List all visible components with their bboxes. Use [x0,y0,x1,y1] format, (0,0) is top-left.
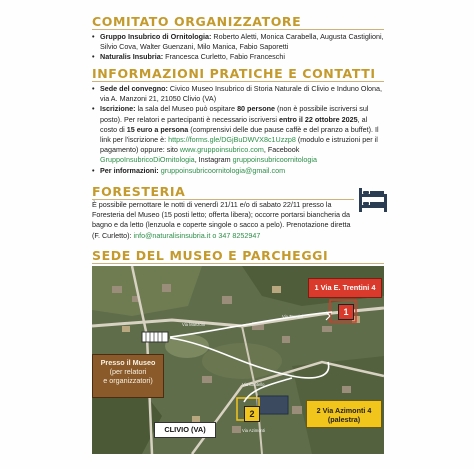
deadline: entro il 22 ottobre 2025 [278,114,358,124]
section-title-foresteria: FORESTERIA [92,184,186,199]
parking-marker-1[interactable]: 1 [338,304,354,320]
museum-label [92,354,164,398]
museum-note: e organizzatori) [103,376,153,386]
foresteria-text [92,200,354,241]
section-title-comitato: COMITATO ORGANIZZATORE [92,14,302,29]
section-title-info: INFORMAZIONI PRATICHE E CONTATTI [92,66,376,81]
parking-marker-2[interactable]: 2 [244,406,260,422]
parking-label-2 [306,400,382,428]
info-list [92,84,384,176]
list-item-iscrizione [92,104,384,165]
price: 15 euro a persona [126,124,189,134]
iscrizione-text: la sala del Museo può ospitare [135,104,238,114]
iscrizione-text: , Instagram [194,155,233,165]
parking-note: (palestra) [327,415,361,424]
museum-note: (per relatori [109,367,147,377]
iscrizione-text: , al costo di [100,114,368,134]
comitato-list [92,32,384,63]
info-label: Per informazioni: [100,165,159,175]
sede-text: Civico Museo Insubrico di Storia Naturale di Clivio e Induno Olona, via A. Manzoni 21, 21050 Clivio (VA) [100,84,383,104]
foresteria-email-link[interactable]: info@naturalisinsubria.it [133,230,211,240]
iscrizione-text: , Facebook [263,145,300,155]
iscrizione-text: (non è possibile iscriversi sul posto). Per relatori e partecipanti è necessario iscriversi [100,104,369,124]
facebook-link[interactable]: GruppoInsubricoDiOrnitologia [100,155,195,165]
info-email-link[interactable]: gruppoinsubricoornitologia@gmail.com [160,165,286,175]
divider [92,29,384,30]
map[interactable] [92,266,384,454]
bed-icon [358,186,388,214]
list-item [92,52,384,62]
parking-address: 2 Via Azimonti 4 [316,406,372,415]
divider [92,263,384,264]
parking-label-1: 1 Via E. Trentini 4 [308,278,382,298]
street-label: Via Cantello [242,382,265,387]
org-name: Naturalis Insubria: [100,52,164,62]
capacity: 80 persone [237,104,276,114]
sede-label: Sede del convegno: [100,84,168,93]
iscrizione-label: Iscrizione: [100,104,136,114]
foresteria-body: È possibile pernottare le notti di venerdì 21/11 e/o di sabato 22/11 presso la Foresteria del Museo (15 posti letto; offerta libera); occorre portarsi biancheria da bagno e da letto (lenzuola e coperte singole o sacco a pelo). Prenotazione diretta (F. Curletto): [92,200,351,240]
street-label: Via Azimonti [242,428,265,433]
list-item [92,32,384,52]
street-label: Via Trentini [282,314,303,319]
section-title-sede: SEDE DEL MUSEO E PARCHEGGI [92,248,329,263]
list-item-sede [92,84,384,104]
street-label: Via Manzoni [182,322,205,327]
member-names: Roberto Aletti, Monica Carabella, Augusta Castiglioni, Silvio Cova, Walter Guenzani, Milo Manica, Fabio Saporetti [100,32,384,52]
list-item-info [92,166,384,176]
foresteria-phone: o 347 8252947 [210,230,261,240]
iscrizione-text: (comprensivi delle due pause caffè e del pranzo a buffet). Il link per l'iscrizione è: [100,124,379,145]
iscrizione-text: (modulo e istruzioni per il pagamento) oppure: sito [100,135,378,155]
divider [92,81,384,82]
town-label: CLIVIO (VA) [154,422,216,438]
museum-title: Presso il Museo [100,358,156,367]
website-link[interactable]: www.gruppoinsubrico.com [179,145,264,155]
instagram-link[interactable]: gruppoinsubricoornitologia [232,155,317,165]
form-link[interactable]: https://forms.gle/DGjBuDWVX8c1Uzzp8 [168,135,296,145]
member-names: Francesca Curletto, Fabio Franceschi [163,52,285,62]
org-name: Gruppo Insubrico di Ornitologia: [100,32,212,41]
